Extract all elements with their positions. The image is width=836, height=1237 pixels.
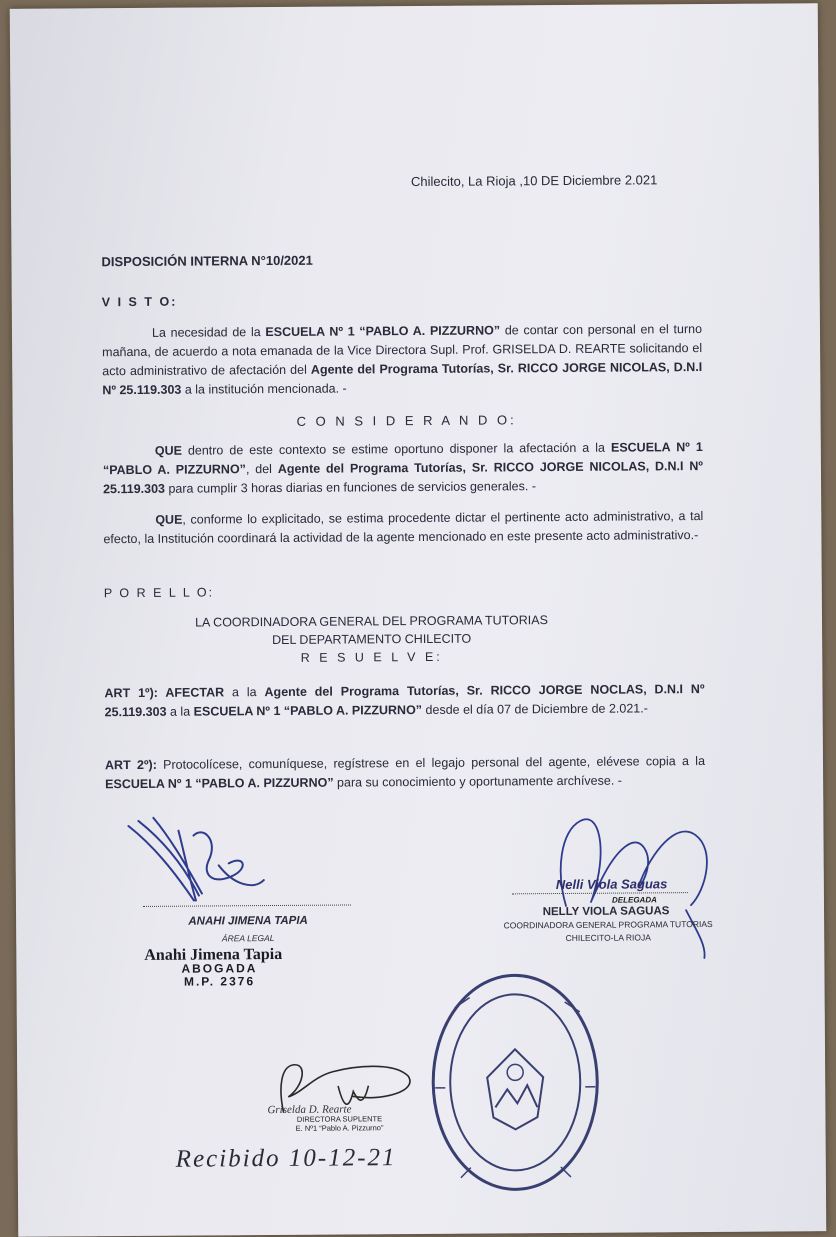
resolving-authority [104, 610, 639, 668]
left-signer-name: ANAHI JIMENA TAPIA [188, 914, 308, 928]
director-handwritten-name: Griselda D. Rearte [267, 1103, 352, 1117]
right-signer-role: COORDINADORA GENERAL PROGRAMA TUTORIAS CHILECITO-LA RIOJA [503, 918, 713, 943]
considerando-heading: C O N S I D E R A N D O: [296, 412, 517, 429]
left-signer-role: ÁREA LEGAL [221, 933, 275, 944]
document-date: Chilecito, La Rioja ,10 DE Diciembre 2.021 [410, 172, 658, 190]
right-delegada-label: DELEGADA [611, 895, 657, 905]
left-stamp-name: Anahi Jimena Tapia [144, 945, 283, 964]
document-page [10, 3, 827, 1237]
received-annotation: Recibido 10-12-21 [175, 1144, 397, 1173]
visto-heading: V I S T O: [101, 294, 178, 310]
school-seal [424, 967, 606, 1198]
right-signer-name: NELLY VIOLA SAGUAS [542, 905, 670, 919]
right-handwritten-name: Nelli Viola Saguas [555, 876, 668, 893]
document-title: DISPOSICIÓN INTERNA N°10/2021 [101, 252, 313, 270]
considerando-paragraph-2: QUE, conforme lo explicitado, se estima procedente dictar el pertinente acto administrativo, a tal efecto, la Institución coordinará la actividad de la agente mencionado en este presente acto administrativo.- [103, 509, 704, 547]
por-ello-heading: P O R E L L O: [103, 585, 215, 601]
considerando-paragraph-1: QUE dentro de este contexto se estime oportuno disponer la afectación a la ESCUELA Nº 1 “PABLO A. PIZZURNO”, del Agente del Programa Tutorías, Sr. RICCO JORGE NICOLAS, D.N.I Nº 25.119.303 para cumplir 3 horas diarias en funciones de servicios generales. - [102, 440, 703, 497]
resuelve-heading: R E S U E L V E: [300, 649, 443, 665]
director-role: DIRECTORA SUPLENTE E. Nº1 “Pablo A. Pizzurno” [295, 1114, 384, 1133]
article-1: ART 1º): AFECTAR a la Agente del Programa Tutorías, Sr. RICCO JORGE NOCLAS, D.N.I Nº 25.119.303 a la ESCUELA Nº 1 “PABLO A. PIZZURNO” desde el día 07 de Diciembre de 2.021.- [104, 682, 705, 720]
authority-line-1: LA COORDINADORA GENERAL DEL PROGRAMA TUTORIAS [195, 613, 548, 630]
authority-line-2: DEL DEPARTAMENTO CHILECITO [272, 631, 472, 648]
left-stamp-title: ABOGADA M.P. 2376 [181, 961, 258, 989]
article-2: ART 2º): Protocolícese, comuníquese, regístrese en el legajo personal del agente, elévese copia a la ESCUELA Nº 1 “PABLO A. PIZZURNO” para su conocimiento y oportunamente archívese. - [104, 754, 706, 792]
visto-paragraph: La necesidad de la ESCUELA Nº 1 “PABLO A. PIZZURNO” de contar con personal en el turno mañana, de acuerdo a nota emanada de la Vice Directora Supl. Prof. GRISELDA D. REARTE solicitando el acto administrativo de afectación del Agente del Programa Tutorías, Sr. RICCO JORGE NICOLAS, D.N.I Nº 25.119.303 a la institución mencionada. - [102, 322, 703, 398]
left-signature-scribble [123, 815, 274, 911]
